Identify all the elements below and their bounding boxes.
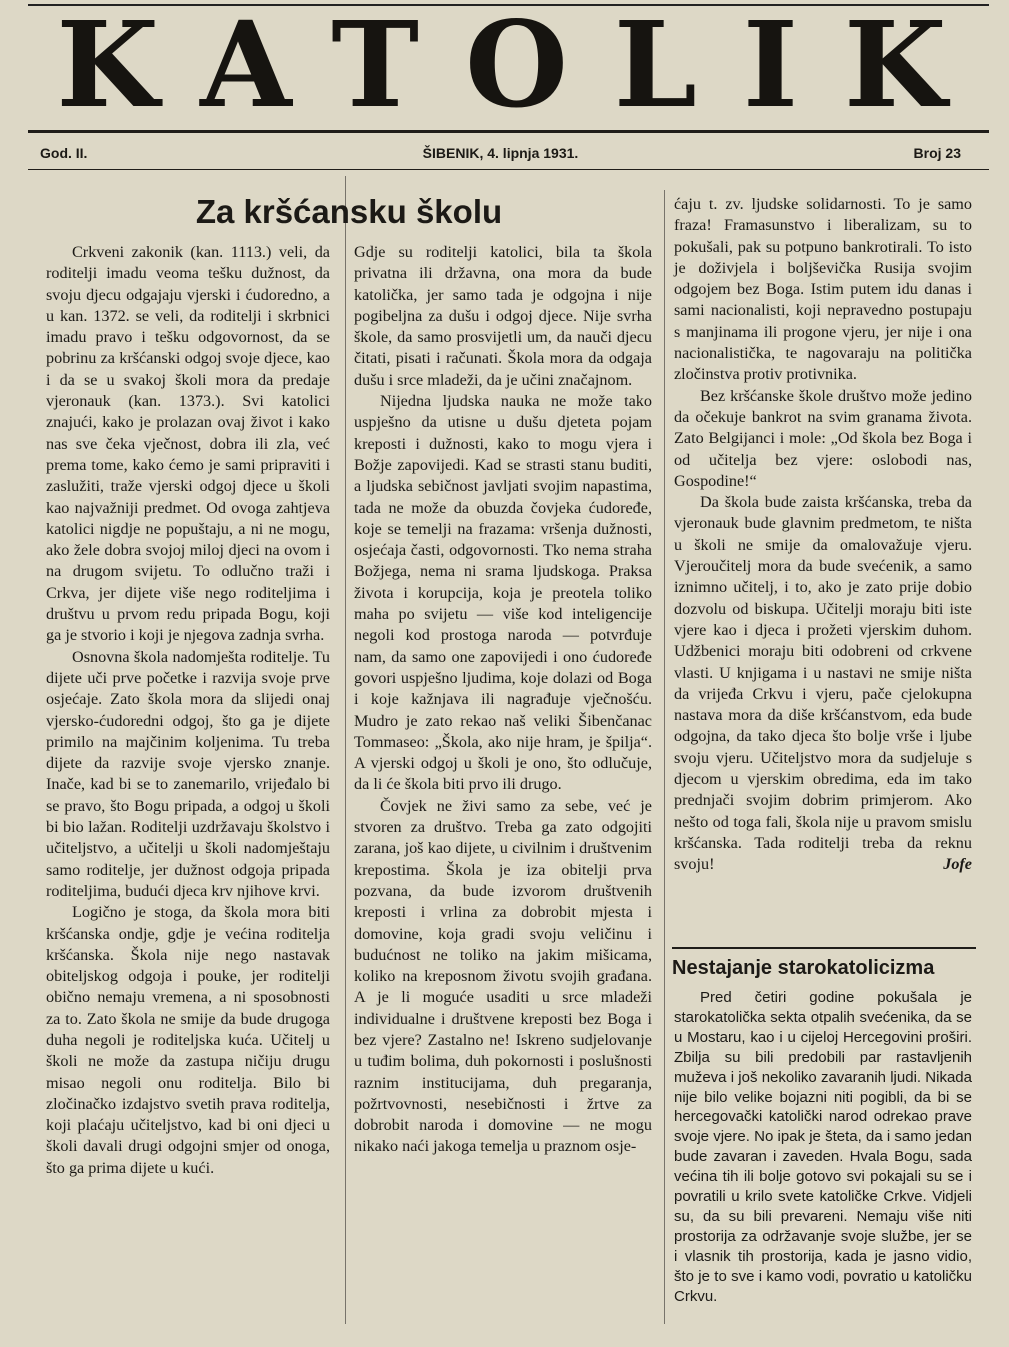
paragraph-text: Da škola bude zaista kršćanska, treba da vjeronauk bude glavnim predmetom, te ništa u školi ne smije da omalovažuje vjeru. Vjeroučitelj mora da bude svećenik, a samo iznimno učitelj, i to, ako je zato prije dobio dozvolu od biskupa. Učitelji moraju biti iste vjere kao i djeca i prožeti vjerskim duhom. Udžbenici moraju biti odobreni od crkvene vlasti. U knjigama i u nastavi ne smije ništa da vrijeđa Crkvu i vjeru, pače cjelokupna nastava mora da diše kršćanstvom, eda bude odgojna, da tako djeca što bolje vrše i ljube svoju vjeru. Učiteljstvo mora da sudjeluje s djecom u vjerskim obredima, eda im tako prednjači svojim dobrim primjerom. Ako nešto od toga fali, škola nije u pravom smislu kršćanska. Tada roditelji treba da reknu svoju! bbox=[674, 493, 972, 874]
second-article-body bbox=[674, 988, 972, 1307]
paragraph: Nijedna ljudska nauka ne može tako uspješno da utisne u dušu djeteta pojam kreposti i dužnosti, kako to mogu vjera i Božje zapovijedi. Kad se strasti stanu buditi, a ljudska sebičnost javljati svojim napastima, tada ne može da obuzda čovjeka ćudoređe, koje se temelji na frazama: vršenja dužnosti, osjećaja časti, odgovornosti. Tko nema straha Božjega, nema ni srama ljudskoga. Praksa života i korupcija, koja je preotela toliko maha po svijetu — više kod inteligencije negoli kod prostoga naroda — potvrđuje nam, da samo one zapovijedi i ono ćudoređe govori uspješno ljudima, koje dolazi od Boga i koje kažnjava ili nagrađuje vječnošću. Mudro je zato rekao naš veliki Šibenčanac Tommaseo: „Škola, ako nije hram, je špilja“. A vjerski odgoj u školi je ono, što odlučuje, da li će škola biti prvo ili drugo. bbox=[354, 392, 652, 794]
column-divider bbox=[345, 176, 346, 1324]
article-column-1 bbox=[46, 242, 330, 1179]
paragraph: Osnovna škola nadomješta roditelje. Tu dijete uči prve početke i razvija svoje prve osjećaje. Zato škola mora da slijedi onaj vjersko-ćudoredni odgoj, što ga je dijete primilo na majčinim koljenima. Tu treba dijete da razvije svoje vjersko znanje. Inače, kad bi se to zanemarilo, vrijeđalo bi se pravo, što Bogu pripada, a odgoj u školi bi bio lažan. Roditelji uzdržavaju školstvo i učiteljstvo, a učitelji u školi nadomještaju samo roditelje, jer dužnost odgoja pripada roditeljima, budući djeca krv njihove krvi. bbox=[46, 647, 330, 900]
paragraph: ćaju t. zv. ljudske solidarnosti. To je samo fraza! Framasunstvo i liberalizam, su to pokušali, pak su potpuno bankrotirali. To isto je doživjela i boljševička Rusija svojim odgojem bez Boga. Istim putem idu danas i sami nacionalisti, koji nepravedno postupaju s manjinama ili progone vjeru, jer nije i ona nacionalistička, te nagovaraju na politička zločinstva protiv protivnika. bbox=[674, 195, 972, 384]
article-headline: Za kršćansku školu bbox=[195, 193, 503, 230]
publication-year: God. II. bbox=[40, 145, 88, 161]
paragraph: Pred četiri godine pokušala je starokatolička sekta otpalih svećenika, da se u Mostaru, kao i u cijeloj Hercegovini proširi. Zbilja su bili predobili par rastavljenih muževa i još nekoliko zavaranih ljudi. Nikada nije bilo velike bojazni niti pogibli, da bi se hercegovački katolički narod odrekao prave svoje vjere. No ipak je šteta, da i samo jedan bude zavaran i zaveden. Hvala Bogu, sada većina tih ili bolje gotovo svi pokajali su se i povratili u krilo svete katoličke Crkve. Vidjeli su, da su bili prevareni. Nemaju više niti prostorija za održavanje svoje službe, jer se i vlasnik tih prostorija, kada je jasno vidio, što je to sve i kamo vodi, povratio u katoličku Crkvu. bbox=[674, 989, 972, 1305]
masthead-rule bbox=[28, 130, 989, 133]
newspaper-masthead: KATOLIK bbox=[56, 0, 993, 134]
place-and-date: ŠIBENIK, 4. lipnja 1931. bbox=[422, 145, 579, 161]
issue-info-bar bbox=[40, 142, 961, 164]
article-column-3 bbox=[674, 194, 972, 876]
column-divider bbox=[664, 190, 665, 1324]
author-signature: Jofe bbox=[943, 855, 972, 874]
paragraph: Gdje su roditelji katolici, bila ta škola privatna ili državna, ona mora da bude katolička, jer samo tada je odgojna i nije pogibeljna za dušu i odgoj djece. Nije svrha škole, da samo prosvijetli um, da nauči djecu čitati, pisati i računati. Škola mora da odgaja dušu i srce mladeži, da je učini značajnom. bbox=[354, 243, 652, 389]
paragraph: Bez kršćanske škole društvo može jedino da očekuje bankrot na svim granama života. Zato Belgijanci i mole: „Od škola bez Boga i od učitelja bez vjere: oslobodi nas, Gospodine!“ bbox=[674, 386, 972, 490]
paragraph: Crkveni zakonik (kan. 1113.) veli, da roditelji imadu veoma tešku dužnost, da svoju djecu odgajaju vjerski i ćudoredno, a u kan. 1372. se veli, da roditelji i skrbnici imadu pravo i tešku odgovornost, da se pobrinu za kršćanski odgoj svoje djece, kao i da se u svakoj školi mora da predaje vjeronauk (kan. 1373.). Svi katolici znajući, kako je prolazan ovaj život i kako nas sve čeka vječnost, dobra ili zla, već prema tome, kako ćemo je sami pripraviti i zaslužiti, traže vjerski odgoj djece u školi kao najvažniji predmet. Od ovoga zahtjeva katolici nigdje ne popuštaju, a ni ne mogu, ako žele dobra svojoj miloj djeci na ovom i na drugom svijetu. To odlučno traži i Crkva, jer dijete više nego roditeljima i društvu u prvom redu pripada Bogu, koji ga je stvorio i koji je njegova zadnja svrha. bbox=[46, 243, 330, 645]
paragraph: Logično je stoga, da škola mora biti kršćanska ondje, gdje je većina roditelja kršćanska. Škola nije nego nastavak obiteljskog odgoja i pouke, jer roditelji obično nemaju vremena, a ni sposobnosti za to. Zato škola ne smije da bude drugoga duha negoli je roditeljska kuća. Učitelj u školi ne može da zastupa ničiju drugu misao negoli onu roditelja. Bilo bi zločinačko izdajstvo svetih prava roditelja, koji plaćaju učiteljstvo, kad bi oni djeci u školi davali drugi odgojni smjer od onoga, što ga prima dijete u kući. bbox=[46, 903, 330, 1177]
issue-bar-rule bbox=[28, 169, 989, 170]
article-separator bbox=[672, 947, 976, 949]
second-article-headline: Nestajanje starokatolicizma bbox=[672, 957, 935, 979]
paragraph bbox=[674, 492, 972, 875]
article-column-2 bbox=[354, 242, 652, 1158]
issue-number: Broj 23 bbox=[913, 145, 961, 161]
paragraph: Čovjek ne živi samo za sebe, već je stvoren za društvo. Treba ga zato odgojiti zarana, još kao dijete, u civilnim i društvenim krepostima. Škola je iza obitelji prva pozvana, da bude izvorom društvenih kreposti i vrlina za dobrobit mjesta i domovine, koja gradi svoju veličinu i budućnost ne toliko na jakim mišicama, koliko na kreposnom životu svojih građana. A je li moguće usaditi u srce mladeži individualne i društvene kreposti bez Boga i bez vjere? Zastalno ne! Iskreno sudjelovanje u tuđim bolima, duh pokornosti i poslušnosti raznim institucijama, duh pregaranja, požrtvovnosti, nesebičnosti i žrtve za dobrobit naroda i domovine — ne mogu nikako naći jakoga temelja u praznom osje- bbox=[354, 796, 652, 1156]
